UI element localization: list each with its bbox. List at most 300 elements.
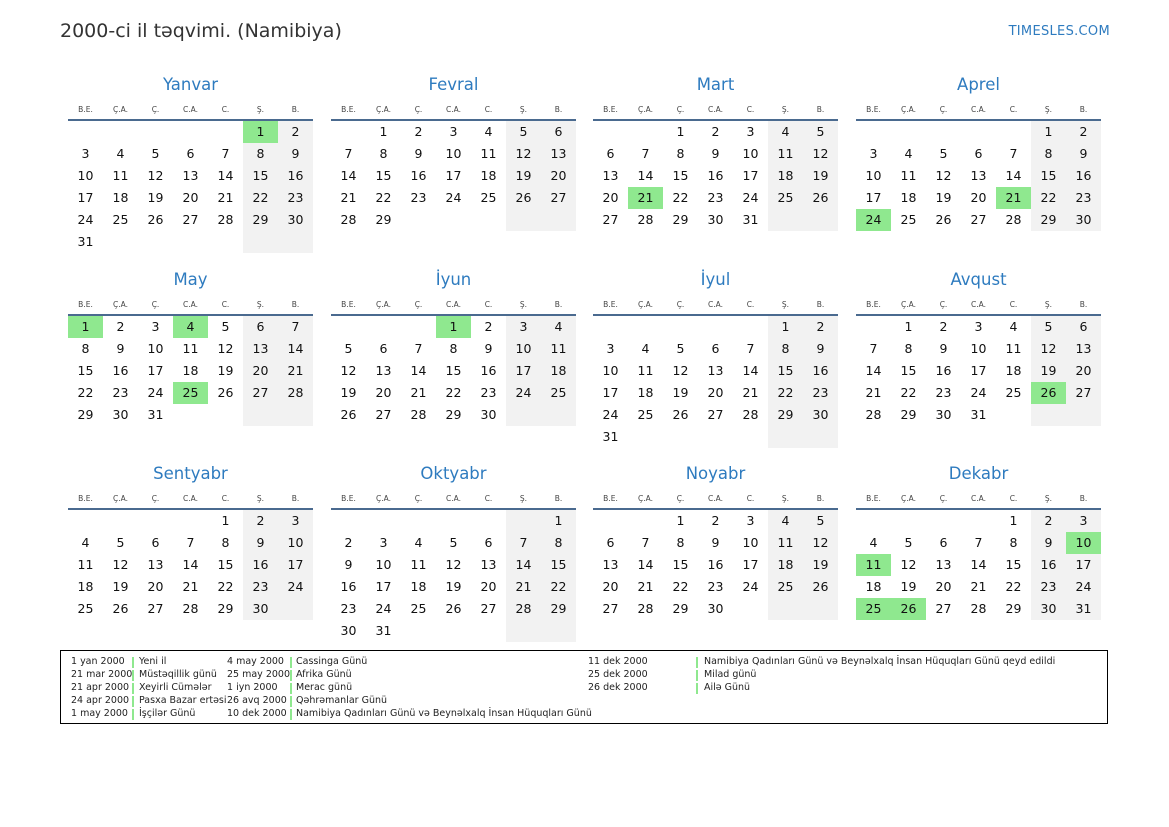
month-name: Fevral — [428, 75, 479, 94]
day-cell: 9 — [1031, 532, 1066, 554]
day-cell: 23 — [1031, 576, 1066, 598]
weekday-label: B.E. — [341, 299, 356, 309]
empty-cell — [173, 404, 208, 426]
day-cell: 29 — [672, 212, 689, 227]
day-cell: 12 — [147, 168, 164, 183]
day-cell: 9 — [243, 532, 278, 554]
day-cell: 23 — [278, 187, 313, 209]
day-cell: 8 — [904, 341, 913, 356]
day-cell: 8 — [449, 341, 458, 356]
day-cell: 12 — [340, 363, 357, 378]
month-name: Noyabr — [685, 464, 746, 483]
empty-cell — [1031, 404, 1066, 426]
empty-cell — [138, 510, 173, 532]
day-cell: 13 — [243, 338, 278, 360]
weekday-label: B.E. — [866, 493, 881, 503]
month-mart — [593, 73, 838, 231]
day-cell: 26 — [147, 212, 164, 227]
day-cell: 3 — [151, 319, 160, 334]
legend-holiday-name: Pasxa Bazar ertəsi — [139, 695, 227, 706]
day-cell: 7 — [746, 341, 755, 356]
day-cell: 26 — [112, 601, 129, 616]
day-cell: 11 — [182, 341, 199, 356]
day-cell: 25 — [768, 187, 803, 209]
empty-cell — [331, 510, 366, 532]
empty-cell — [331, 121, 366, 143]
day-cell: 31 — [147, 407, 164, 422]
weekday-label: C.A. — [970, 299, 986, 309]
day-cell: 17 — [147, 363, 164, 378]
day-cell: 27 — [480, 601, 497, 616]
day-cell: 26 — [935, 212, 952, 227]
weekday-label: Ç. — [939, 493, 948, 503]
weekday-label: C.A. — [445, 104, 461, 114]
day-cell: 18 — [182, 363, 199, 378]
day-cell: 19 — [506, 165, 541, 187]
empty-cell — [103, 231, 138, 253]
month-name: Dekabr — [948, 464, 1009, 483]
day-cell: 7 — [1009, 146, 1018, 161]
day-cell: 27 — [375, 407, 392, 422]
day-cell: 7 — [278, 316, 313, 338]
day-cell: 5 — [803, 121, 838, 143]
day-cell: 1 — [221, 513, 230, 528]
empty-cell — [208, 404, 243, 426]
day-cell: 15 — [541, 554, 576, 576]
day-cell: 4 — [904, 146, 913, 161]
day-cell: 20 — [602, 190, 619, 205]
weekday-label: Ş. — [781, 299, 790, 309]
day-cell: 5 — [1031, 316, 1066, 338]
weekday-label: B.E. — [341, 493, 356, 503]
day-cell: 2 — [344, 535, 353, 550]
day-cell: 6 — [541, 121, 576, 143]
day-cell: 1 — [676, 124, 685, 139]
day-cell: 29 — [900, 407, 917, 422]
day-cell: 25 — [173, 382, 208, 404]
month-name: Aprel — [957, 75, 1000, 94]
day-cell: 18 — [768, 165, 803, 187]
weekday-header — [68, 294, 313, 316]
day-cell: 24 — [602, 407, 619, 422]
day-cell: 20 — [935, 579, 952, 594]
weekday-header — [68, 488, 313, 510]
weekday-label: C. — [484, 493, 493, 503]
weekday-label: B. — [1079, 493, 1088, 503]
day-cell: 22 — [445, 385, 462, 400]
day-cell: 26 — [506, 187, 541, 209]
day-cell: 9 — [1066, 143, 1101, 165]
empty-cell — [961, 121, 996, 143]
day-cell: 3 — [606, 341, 615, 356]
empty-cell — [926, 510, 961, 532]
day-cell: 16 — [278, 165, 313, 187]
day-cell: 15 — [672, 557, 689, 572]
day-cell: 20 — [541, 165, 576, 187]
day-cell: 2 — [939, 319, 948, 334]
weekday-label: C.A. — [707, 104, 723, 114]
day-cell: 4 — [541, 316, 576, 338]
empty-cell — [593, 316, 628, 338]
empty-cell — [803, 426, 838, 448]
weekday-label: Ç.A. — [637, 104, 653, 114]
day-cell: 14 — [340, 168, 357, 183]
empty-cell — [891, 510, 926, 532]
weekday-label: Ç.A. — [375, 299, 391, 309]
legend-marker — [132, 683, 134, 694]
month-i̇yun — [331, 268, 576, 426]
day-cells — [856, 510, 1101, 620]
weekday-header — [593, 99, 838, 121]
day-cell: 6 — [1066, 316, 1101, 338]
day-cell: 22 — [243, 187, 278, 209]
weekday-label: C. — [746, 493, 755, 503]
day-cell: 6 — [606, 535, 615, 550]
day-cell: 3 — [449, 124, 458, 139]
day-cell: 23 — [803, 382, 838, 404]
day-cell: 17 — [1066, 554, 1101, 576]
day-cell: 12 — [445, 557, 462, 572]
day-cell: 18 — [768, 554, 803, 576]
day-cell: 15 — [243, 165, 278, 187]
day-cell: 22 — [77, 385, 94, 400]
day-cell: 29 — [445, 407, 462, 422]
day-cell: 14 — [865, 363, 882, 378]
day-cell: 5 — [904, 535, 913, 550]
day-cell: 28 — [340, 212, 357, 227]
day-cell: 19 — [112, 579, 129, 594]
day-cell: 27 — [970, 212, 987, 227]
weekday-label: Ç. — [676, 493, 685, 503]
day-cell: 11 — [637, 363, 654, 378]
day-cell: 2 — [803, 316, 838, 338]
day-cell: 16 — [112, 363, 129, 378]
day-cell: 18 — [77, 579, 94, 594]
day-cell: 8 — [541, 532, 576, 554]
weekday-label: B. — [1079, 104, 1088, 114]
day-cell: 24 — [506, 382, 541, 404]
day-cell: 22 — [1031, 187, 1066, 209]
weekday-label: Ş. — [519, 104, 528, 114]
empty-cell — [278, 231, 313, 253]
day-cell: 2 — [711, 513, 720, 528]
day-cell: 27 — [707, 407, 724, 422]
empty-cell — [278, 598, 313, 620]
day-cell: 7 — [869, 341, 878, 356]
day-cell: 1 — [1009, 513, 1018, 528]
day-cell: 16 — [1031, 554, 1066, 576]
weekday-label: C. — [484, 299, 493, 309]
legend-holiday-name: Namibiya Qadınları Günü və Beynəlxalq İnsan Hüquqları Günü qeyd edildi — [704, 656, 1056, 667]
empty-cell — [331, 316, 366, 338]
day-cell: 24 — [970, 385, 987, 400]
day-cell: 19 — [1031, 360, 1066, 382]
day-cell: 26 — [803, 576, 838, 598]
day-cells — [68, 121, 313, 253]
day-cell: 14 — [506, 554, 541, 576]
day-cell: 10 — [77, 168, 94, 183]
weekday-label: Ç.A. — [900, 493, 916, 503]
legend-marker — [132, 670, 134, 681]
day-cell: 8 — [81, 341, 90, 356]
day-cell: 16 — [243, 554, 278, 576]
day-cell: 29 — [375, 212, 392, 227]
legend-holiday-name: Müstəqillik günü — [139, 669, 217, 680]
legend-marker — [696, 670, 698, 681]
weekday-label: C. — [221, 493, 230, 503]
day-cell: 6 — [379, 341, 388, 356]
weekday-label: Ş. — [1044, 104, 1053, 114]
month-name: Oktyabr — [420, 464, 487, 483]
weekday-label: B. — [554, 493, 563, 503]
day-cell: 1 — [436, 316, 471, 338]
day-cell: 22 — [672, 579, 689, 594]
day-cell: 11 — [112, 168, 129, 183]
day-cell: 28 — [865, 407, 882, 422]
empty-cell — [996, 404, 1031, 426]
day-cell: 29 — [541, 598, 576, 620]
day-cell: 18 — [1005, 363, 1022, 378]
day-cell: 28 — [506, 598, 541, 620]
day-cell: 13 — [970, 168, 987, 183]
day-cell: 15 — [375, 168, 392, 183]
day-cell: 23 — [707, 190, 724, 205]
day-cell: 25 — [112, 212, 129, 227]
day-cell: 6 — [974, 146, 983, 161]
month-name: May — [173, 270, 208, 289]
day-cell: 19 — [900, 579, 917, 594]
weekday-label: Ş. — [256, 104, 265, 114]
day-cell: 9 — [803, 338, 838, 360]
weekday-label: Ç. — [676, 104, 685, 114]
weekday-label: B.E. — [866, 299, 881, 309]
day-cell: 20 — [1066, 360, 1101, 382]
day-cell: 21 — [637, 579, 654, 594]
legend-holiday-name: Afrika Günü — [296, 669, 352, 680]
day-cell: 19 — [445, 579, 462, 594]
legend-holiday-name: İşçilər Günü — [139, 708, 196, 719]
month-name: İyun — [435, 270, 472, 289]
legend-date: 11 dek 2000 — [588, 656, 648, 667]
day-cell: 18 — [900, 190, 917, 205]
empty-cell — [733, 316, 768, 338]
empty-cell — [803, 209, 838, 231]
legend-date: 25 dek 2000 — [588, 669, 648, 680]
weekday-label: Ş. — [1044, 493, 1053, 503]
month-oktyabr — [331, 462, 576, 642]
day-cells — [856, 121, 1101, 231]
day-cell: 24 — [856, 209, 891, 231]
day-cell: 6 — [711, 341, 720, 356]
weekday-label: C. — [1009, 104, 1018, 114]
legend-date: 26 avq 2000 — [227, 695, 287, 706]
day-cells — [68, 316, 313, 426]
day-cell: 16 — [410, 168, 427, 183]
day-cell: 27 — [602, 601, 619, 616]
empty-cell — [663, 426, 698, 448]
weekday-label: Ç.A. — [375, 104, 391, 114]
weekday-label: C. — [1009, 299, 1018, 309]
day-cells — [593, 121, 838, 231]
day-cell: 12 — [112, 557, 129, 572]
day-cell: 22 — [768, 382, 803, 404]
day-cell: 26 — [672, 407, 689, 422]
month-name: İyul — [700, 270, 731, 289]
day-cell: 30 — [707, 212, 724, 227]
day-cell: 28 — [970, 601, 987, 616]
day-cell: 31 — [77, 234, 94, 249]
day-cell: 25 — [768, 576, 803, 598]
day-cell: 26 — [891, 598, 926, 620]
day-cell: 25 — [410, 601, 427, 616]
day-cell: 8 — [676, 535, 685, 550]
day-cell: 29 — [77, 407, 94, 422]
weekday-label: B. — [1079, 299, 1088, 309]
empty-cell — [733, 598, 768, 620]
day-cell: 28 — [410, 407, 427, 422]
day-cell: 7 — [641, 146, 650, 161]
day-cell: 7 — [506, 532, 541, 554]
day-cell: 12 — [672, 363, 689, 378]
day-cell: 28 — [742, 407, 759, 422]
day-cell: 24 — [147, 385, 164, 400]
day-cell: 6 — [186, 146, 195, 161]
legend-marker — [290, 670, 292, 681]
day-cell: 20 — [182, 190, 199, 205]
day-cell: 27 — [1066, 382, 1101, 404]
day-cell: 2 — [414, 124, 423, 139]
legend-date: 24 apr 2000 — [71, 695, 130, 706]
empty-cell — [366, 316, 401, 338]
day-cell: 21 — [278, 360, 313, 382]
weekday-label: B.E. — [603, 104, 618, 114]
empty-cell — [471, 620, 506, 642]
weekday-header — [331, 99, 576, 121]
legend-date: 26 dek 2000 — [588, 682, 648, 693]
day-cell: 7 — [641, 535, 650, 550]
legend-holiday-name: Namibiya Qadınları Günü və Beynəlxalq İnsan Hüquqları Günü — [296, 708, 592, 719]
day-cell: 3 — [746, 124, 755, 139]
day-cell: 21 — [628, 187, 663, 209]
day-cell: 6 — [151, 535, 160, 550]
weekday-label: B. — [554, 104, 563, 114]
empty-cell — [173, 121, 208, 143]
empty-cell — [541, 620, 576, 642]
day-cell: 8 — [379, 146, 388, 161]
day-cell: 16 — [803, 360, 838, 382]
day-cell: 10 — [970, 341, 987, 356]
day-cell: 19 — [340, 385, 357, 400]
legend-marker — [290, 657, 292, 668]
day-cell: 28 — [217, 212, 234, 227]
day-cell: 14 — [637, 557, 654, 572]
day-cell: 4 — [1009, 319, 1018, 334]
day-cell: 27 — [602, 212, 619, 227]
empty-cell — [173, 231, 208, 253]
day-cell: 11 — [768, 532, 803, 554]
day-cell: 3 — [746, 513, 755, 528]
day-cell: 1 — [541, 510, 576, 532]
weekday-label: Ş. — [1044, 299, 1053, 309]
day-cell: 19 — [147, 190, 164, 205]
legend-date: 1 yan 2000 — [71, 656, 125, 667]
day-cell: 17 — [742, 168, 759, 183]
empty-cell — [628, 510, 663, 532]
day-cell: 21 — [340, 190, 357, 205]
day-cell: 19 — [217, 363, 234, 378]
weekday-header — [68, 99, 313, 121]
day-cell: 14 — [1005, 168, 1022, 183]
weekday-label: C.A. — [445, 299, 461, 309]
brand-link[interactable]: TIMESLES.COM — [1008, 24, 1110, 39]
day-cell: 29 — [217, 601, 234, 616]
day-cell: 25 — [541, 382, 576, 404]
day-cell: 17 — [278, 554, 313, 576]
weekday-label: C. — [221, 299, 230, 309]
weekday-label: Ç. — [151, 493, 160, 503]
empty-cell — [628, 426, 663, 448]
day-cell: 9 — [344, 557, 353, 572]
legend-marker — [290, 709, 292, 720]
day-cell: 15 — [768, 360, 803, 382]
day-cell: 21 — [182, 579, 199, 594]
day-cell: 17 — [77, 190, 94, 205]
day-cell: 24 — [77, 212, 94, 227]
empty-cell — [138, 121, 173, 143]
weekday-label: Ç.A. — [112, 104, 128, 114]
day-cell: 25 — [1005, 385, 1022, 400]
empty-cell — [628, 121, 663, 143]
day-cell: 15 — [1005, 557, 1022, 572]
day-cell: 23 — [707, 579, 724, 594]
weekday-label: Ş. — [519, 299, 528, 309]
day-cell: 24 — [375, 601, 392, 616]
day-cell: 18 — [112, 190, 129, 205]
legend-marker — [290, 696, 292, 707]
day-cell: 13 — [375, 363, 392, 378]
day-cell: 16 — [480, 363, 497, 378]
day-cell: 9 — [939, 341, 948, 356]
empty-cell — [506, 620, 541, 642]
day-cell: 13 — [182, 168, 199, 183]
day-cell: 17 — [506, 360, 541, 382]
day-cell: 14 — [278, 338, 313, 360]
weekday-label: B.E. — [866, 104, 881, 114]
day-cell: 1 — [379, 124, 388, 139]
day-cell: 5 — [676, 341, 685, 356]
legend-holiday-name: Qəhrəmanlar Günü — [296, 695, 388, 706]
weekday-label: B. — [291, 104, 300, 114]
day-cell: 13 — [707, 363, 724, 378]
day-cell: 2 — [1066, 121, 1101, 143]
weekday-label: Ş. — [256, 493, 265, 503]
day-cell: 3 — [81, 146, 90, 161]
empty-cell — [891, 121, 926, 143]
day-cell: 2 — [484, 319, 493, 334]
day-cell: 31 — [742, 212, 759, 227]
month-i̇yul — [593, 268, 838, 448]
day-cell: 2 — [1031, 510, 1066, 532]
day-cell: 18 — [637, 385, 654, 400]
day-cell: 27 — [182, 212, 199, 227]
day-cell: 30 — [707, 601, 724, 616]
day-cell: 17 — [602, 385, 619, 400]
day-cells — [593, 510, 838, 620]
day-cell: 30 — [480, 407, 497, 422]
day-cell: 10 — [742, 535, 759, 550]
legend-marker — [290, 683, 292, 694]
holiday-legend — [60, 650, 1108, 724]
